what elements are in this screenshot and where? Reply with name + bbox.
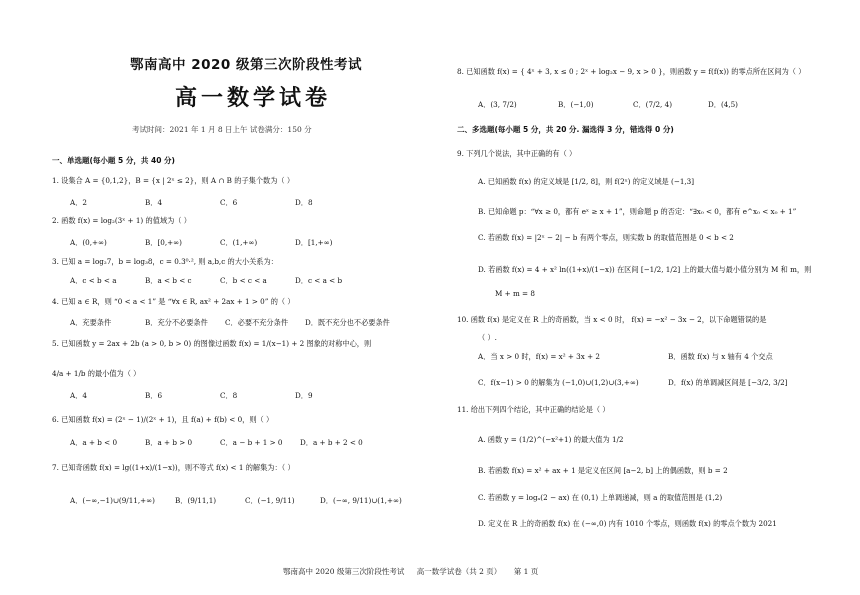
question-4: 4. 已知 a ∈ R，则 “0 < a < 1” 是 “∀x ∈ R, ax² + 2ax + 1 > 0” 的（ ） bbox=[52, 297, 295, 306]
question-10-cont: （ ）. bbox=[478, 333, 497, 342]
option: C．(7/2, 4) bbox=[633, 100, 673, 109]
question-10-options-row1 bbox=[478, 352, 773, 362]
question-11-option-a: A. 函数 y = (1/2)^(−x²+1) 的最大值为 1/2 bbox=[478, 435, 624, 444]
footer-paper: 高一数学试卷（共 2 页） bbox=[416, 567, 502, 576]
question-10-options-row2 bbox=[478, 378, 788, 388]
footer-page: 第 1 页 bbox=[513, 567, 539, 576]
question-7-options bbox=[70, 496, 402, 506]
question-2: 2. 函数 f(x) = log₂(3ˣ + 1) 的值域为（ ） bbox=[52, 216, 191, 225]
question-8-options bbox=[478, 100, 738, 110]
option: D．既不充分也不必要条件 bbox=[305, 318, 390, 327]
question-10: 10. 函数 f(x) 是定义在 R 上的奇函数，当 x < 0 时， f(x) = −x² − 3x − 2，以下命题错误的是 bbox=[457, 315, 767, 324]
option: A．a + b < 0 bbox=[70, 438, 118, 447]
option: D．c < a < b bbox=[295, 276, 343, 285]
option: B．[0,+∞) bbox=[145, 238, 182, 247]
option: D．(−∞, 9/11)∪(1,+∞) bbox=[320, 496, 402, 505]
option: C．6 bbox=[220, 198, 238, 207]
option: A．充要条件 bbox=[70, 318, 112, 327]
question-9-option-a: A. 已知函数 f(x) 的定义域是 [1/2, 8]，则 f(2ˣ) 的定义域是 (−1,3] bbox=[478, 177, 695, 186]
option: D．a + b + 2 < 0 bbox=[300, 438, 363, 447]
option: D．f(x) 的单调减区间是 [−3/2, 3/2] bbox=[668, 378, 788, 387]
option: D．[1,+∞) bbox=[295, 238, 333, 247]
question-5-cont: 4/a + 1/b 的最小值为（ ） bbox=[52, 369, 141, 378]
option: B．(−1,0) bbox=[558, 100, 594, 109]
option: D．9 bbox=[295, 391, 313, 400]
option: A．(−∞,−1)∪(9/11,+∞) bbox=[70, 496, 155, 505]
question-1-options bbox=[70, 198, 313, 208]
option: C．f(x−1) > 0 的解集为 (−1,0)∪(1,2)∪(3,+∞) bbox=[478, 378, 639, 387]
question-6-options bbox=[70, 438, 363, 448]
option: B．4 bbox=[145, 198, 163, 207]
option: B．6 bbox=[145, 391, 163, 400]
page-title: 高一数学试卷 bbox=[175, 86, 332, 111]
option: C．a − b + 1 > 0 bbox=[220, 438, 283, 447]
question-4-options bbox=[70, 318, 390, 328]
question-11-option-d: D. 定义在 R 上的奇函数 f(x) 在 (−∞,0) 内有 1010 个零点，则函数 f(x) 的零点个数为 2021 bbox=[478, 519, 777, 528]
question-11-option-b: B. 若函数 f(x) = x² + ax + 1 是定义在区间 [a−2, b] 上的偶函数，则 b = 2 bbox=[478, 466, 728, 475]
question-3-options bbox=[70, 276, 342, 286]
option: D．8 bbox=[295, 198, 313, 207]
question-9-option-c: C. 若函数 f(x) = |2ˣ − 2| − b 有两个零点，则实数 b 的取值范围是 0 < b < 2 bbox=[478, 233, 734, 242]
option: A．4 bbox=[70, 391, 87, 400]
option: A．(0,+∞) bbox=[70, 238, 107, 247]
question-5-options bbox=[70, 391, 313, 401]
option: A．2 bbox=[70, 198, 87, 207]
section-multi-choice: 二、多选题(每小题 5 分，共 20 分. 漏选得 3 分，错选得 0 分) bbox=[457, 125, 674, 134]
question-9-option-b: B. 已知命题 p：“∀x ≥ 0，都有 eˣ ≥ x + 1”，则命题 p 的否定：“∃x₀ < 0，都有 e^x₀ < x₀ + 1” bbox=[478, 207, 797, 216]
option: C．b < c < a bbox=[220, 276, 267, 285]
option: C．(1,+∞) bbox=[220, 238, 258, 247]
question-1: 1. 设集合 A = {0,1,2}，B = {x | 2ˣ ≤ 2}，则 A ∩ B 的子集个数为（ ） bbox=[52, 176, 295, 185]
question-3: 3. 已知 a = log₂7，b = log₃8，c = 0.3⁰·², 则 a,b,c 的大小关系为： bbox=[52, 257, 278, 266]
question-9-option-d-cont: M + m = 8 bbox=[495, 289, 535, 298]
option: B．(9/11,1) bbox=[175, 496, 217, 505]
option: C．必要不充分条件 bbox=[225, 318, 289, 327]
footer-school: 鄂南高中 2020 级第三次阶段性考试 bbox=[283, 567, 405, 576]
option: A．当 x > 0 时，f(x) = x² + 3x + 2 bbox=[478, 352, 600, 361]
option: B．充分不必要条件 bbox=[145, 318, 208, 327]
section-single-choice: 一、单选题(每小题 5 分，共 40 分) bbox=[52, 156, 175, 165]
option: B．a + b > 0 bbox=[145, 438, 193, 447]
option: C．(−1, 9/11) bbox=[245, 496, 295, 505]
question-11: 11. 给出下列四个结论，其中正确的结论是（ ） bbox=[457, 405, 610, 414]
school-name: 鄂南高中 2020 级第三次阶段性考试 bbox=[130, 57, 362, 73]
question-11-option-c: C. 若函数 y = logₐ(2 − ax) 在 (0,1) 上单调递减，则 a 的取值范围是 (1,2) bbox=[478, 493, 723, 502]
question-2-options bbox=[70, 238, 332, 248]
option: B．函数 f(x) 与 x 轴有 4 个交点 bbox=[668, 352, 773, 361]
option: A．(3, 7/2) bbox=[478, 100, 517, 109]
page-footer bbox=[283, 566, 548, 577]
option: A．c < b < a bbox=[70, 276, 117, 285]
exam-info: 考试时间：2021 年 1 月 8 日上午 试卷满分：150 分 bbox=[132, 125, 312, 134]
option: C．8 bbox=[220, 391, 238, 400]
option: B．a < b < c bbox=[145, 276, 192, 285]
question-6: 6. 已知函数 f(x) = (2ˣ − 1)/(2ˣ + 1)，且 f(a) + f(b) < 0，则（ ） bbox=[52, 415, 274, 424]
question-5: 5. 已知函数 y = 2ax + 2b (a > 0, b > 0) 的图像过函数 f(x) = 1/(x−1) + 2 图象的对称中心，则 bbox=[52, 339, 372, 348]
question-9: 9. 下列几个说法，其中正确的有（ ） bbox=[457, 149, 577, 158]
question-9-option-d: D. 若函数 f(x) = 4 + x² ln((1+x)/(1−x)) 在区间 [−1/2, 1/2] 上的最大值与最小值分别为 M 和 m，则 bbox=[478, 265, 812, 274]
question-8: 8. 已知函数 f(x) = { 4ˣ + 3, x ≤ 0 ; 2ˣ + log₂x − 9, x > 0 }，则函数 y = f(f(x)) 的零点所在区间为（ ） bbox=[457, 67, 806, 76]
option: D．(4,5) bbox=[708, 100, 738, 109]
question-7: 7. 已知奇函数 f(x) = lg((1+x)/(1−x))，则不等式 f(x) < 1 的解集为：（ ） bbox=[52, 463, 295, 472]
